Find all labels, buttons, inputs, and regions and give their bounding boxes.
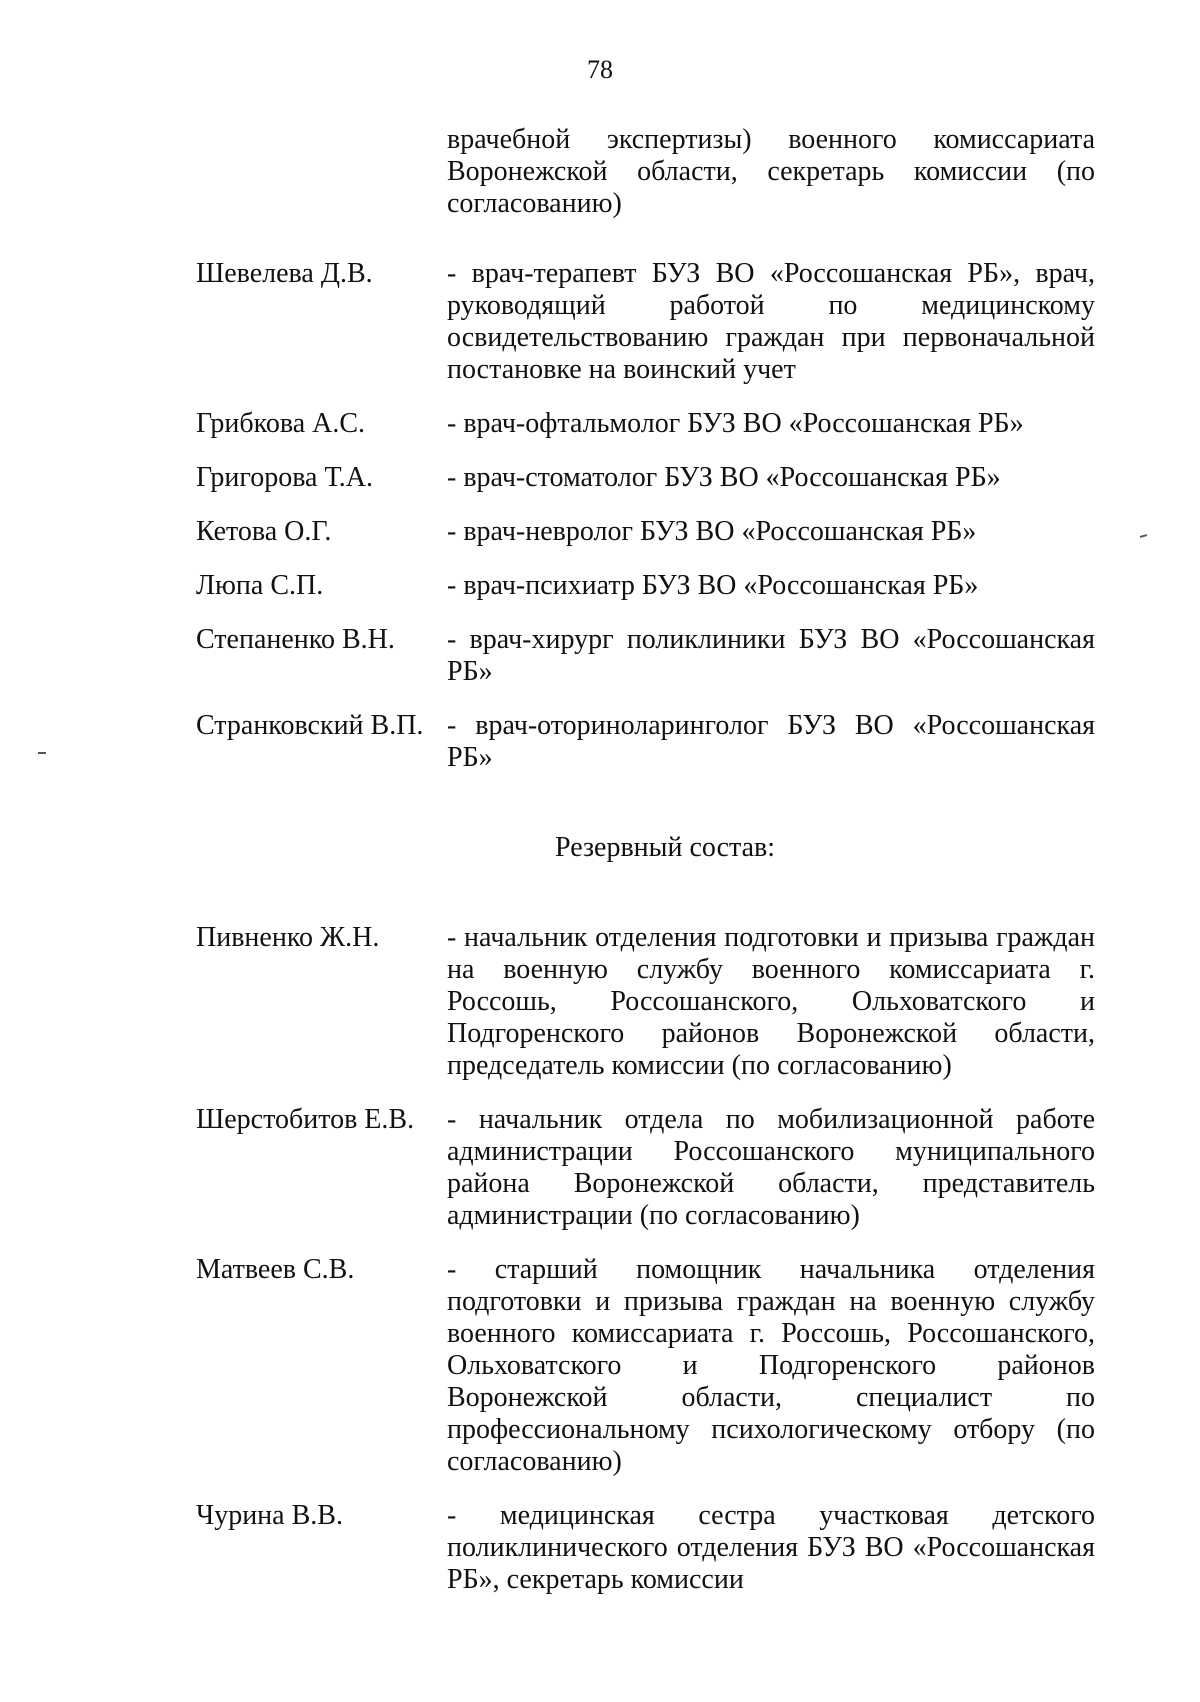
member-desc: - начальник отделения подготовки и призыва граждан на военную службу военного комиссариата г. Россошь, Россошанского, Ольховатского и Подгоренского районов Воронежской области, председатель комиссии (по согласованию) (447, 922, 1095, 1081)
member-name: Шерстобитов Е.В. (196, 1104, 415, 1135)
member-desc: - врач-психиатр БУЗ ВО «Россошанская РБ» (447, 570, 979, 601)
member-name: Григорова Т.А. (196, 462, 373, 493)
reserve-member-entry (0, 1254, 1200, 1478)
member-desc: - начальник отдела по мобилизационной работе администрации Россошанского муниципального района Воронежской области, представитель администрации (по согласованию) (447, 1104, 1095, 1231)
member-desc: - врач-оториноларинголог БУЗ ВО «Россошанская РБ» (447, 710, 1095, 773)
member-entry (0, 258, 1200, 386)
member-name: Степаненко В.Н. (196, 624, 395, 655)
member-name: Странковский В.П. (196, 710, 424, 741)
member-entry (0, 516, 1200, 548)
member-name: Люпа С.П. (196, 570, 324, 601)
reserve-member-entry (0, 1104, 1200, 1232)
reserve-section-title: Резервный состав: (554, 832, 776, 863)
member-desc: - старший помощник начальника отделения подготовки и призыва граждан на военную службу военного комиссариата г. Россошь, Россошанского, Ольховатского и Подгоренского районов Воронежской области, специалист по профессиональному психологическому отбору (по согласованию) (447, 1254, 1095, 1477)
member-name: Матвеев С.В. (196, 1254, 355, 1285)
reserve-member-entry (0, 1500, 1200, 1596)
member-entry (0, 570, 1200, 602)
page-number: 78 (587, 55, 613, 84)
member-desc: - медицинская сестра участковая детского поликлинического отделения БУЗ ВО «Россошанская РБ», секретарь комиссии (447, 1500, 1095, 1595)
member-entry (0, 408, 1200, 440)
member-entry (0, 462, 1200, 494)
member-name: Чурина В.В. (196, 1500, 343, 1531)
continuation-entry (0, 124, 1200, 220)
member-desc: - врач-хирург поликлиники БУЗ ВО «Россошанская РБ» (447, 624, 1095, 687)
member-entry (0, 624, 1200, 688)
member-desc: - врач-стоматолог БУЗ ВО «Россошанская РБ» (447, 462, 1001, 493)
member-desc: - врач-терапевт БУЗ ВО «Россошанская РБ», врач, руководящий работой по медицинскому освидетельствованию граждан при первоначальной постановке на воинский учет (447, 258, 1095, 385)
document-body (0, 124, 1200, 1596)
member-entry (0, 710, 1200, 774)
member-name: Грибкова А.С. (196, 408, 366, 439)
continuation-desc: врачебной экспертизы) военного комиссариата Воронежской области, секретарь комиссии (по согласованию) (447, 124, 1095, 219)
member-desc: - врач-офтальмолог БУЗ ВО «Россошанская РБ» (447, 408, 1024, 439)
member-name: Пивненко Ж.Н. (196, 922, 380, 953)
member-desc: - врач-невролог БУЗ ВО «Россошанская РБ» (447, 516, 977, 547)
member-name: Кетова О.Г. (196, 516, 332, 547)
reserve-member-entry (0, 922, 1200, 1082)
member-name: Шевелева Д.В. (196, 258, 373, 289)
